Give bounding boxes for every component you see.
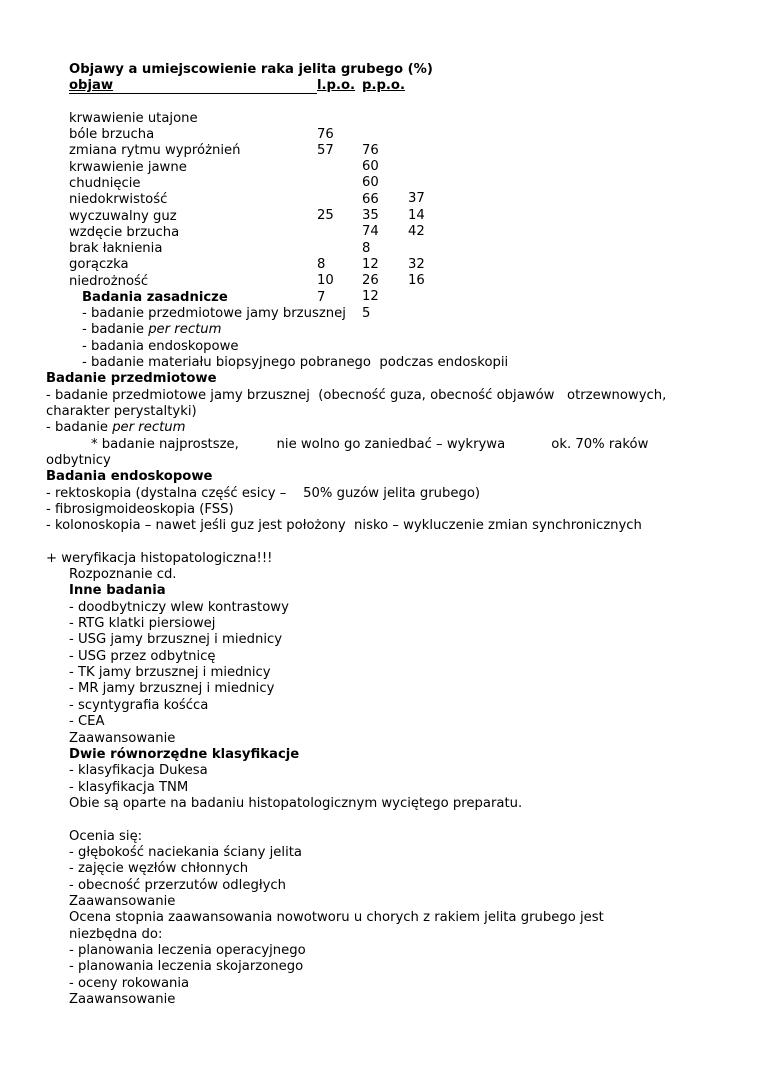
heading-badanie-przedmiotowe: Badanie przedmiotowe: [46, 371, 217, 386]
cell-symptom: brak łaknienia: [69, 241, 163, 256]
paragraph-line: * badanie najprostsze, nie wolno go zaniedbać – wykrywa ok. 70% raków: [91, 437, 649, 452]
header-underline: [69, 93, 317, 94]
column-header-ppo: p.p.o.: [362, 78, 405, 93]
subheading-zaawansowanie: Zaawansowanie: [69, 731, 176, 746]
column-header-lpo: l.p.o.: [317, 78, 356, 93]
cell-ppo: 26: [362, 273, 379, 288]
cell-lpo: 76: [317, 127, 334, 142]
list-item: - doodbytniczy wlew kontrastowy: [69, 600, 289, 615]
paragraph-line: Ocena stopnia zaawansowania nowotworu u chorych z rakiem jelita grubego jest: [69, 910, 604, 925]
paragraph-line: [46, 420, 185, 436]
list-item: - scyntygrafia kośćca: [69, 698, 209, 713]
cell-symptom: niedrożność: [69, 274, 149, 289]
cell-ppo: 76: [362, 143, 379, 158]
cell-ppo: 35: [362, 208, 379, 223]
cell-ppo: 60: [362, 175, 379, 190]
cell-extra: 37: [408, 191, 425, 206]
rozpoznanie-line: Rozpoznanie cd.: [69, 567, 177, 582]
paragraph-text: - badanie: [46, 420, 113, 435]
cell-lpo: 25: [317, 208, 334, 223]
paragraph-line: - badanie przedmiotowe jamy brzusznej (obecność guza, obecność objawów otrzewnowych,: [46, 388, 667, 403]
cell-lpo: 10: [317, 273, 334, 288]
list-item: - RTG klatki piersiowej: [69, 616, 216, 631]
table-title: Objawy a umiejscowienie raka jelita grubego (%): [69, 62, 433, 77]
cell-ppo: 12: [362, 257, 379, 272]
list-item: [82, 322, 221, 338]
list-item: - badanie materiału biopsyjnego pobranego podczas endoskopii: [82, 355, 509, 370]
list-item: - kolonoskopia – nawet jeśli guz jest położony nisko – wykluczenie zmian synchronicznych: [46, 518, 642, 533]
cell-symptom: krwawienie jawne: [69, 160, 187, 175]
list-item: - badanie przedmiotowe jamy brzusznej: [82, 306, 346, 321]
cell-symptom: niedokrwistość: [69, 192, 168, 207]
subheading-ocenia-sie: Ocenia się:: [69, 829, 143, 844]
weryfikacja-line: + weryfikacja histopatologiczna!!!: [46, 551, 273, 566]
heading-inne-badania: Inne badania: [69, 583, 166, 598]
heading-klasyfikacje: Dwie równorzędne klasyfikacje: [69, 747, 300, 762]
heading-badania-zasadnicze: Badania zasadnicze: [82, 290, 228, 305]
paragraph-line: odbytnicy: [46, 453, 111, 468]
cell-symptom: krwawienie utajone: [69, 111, 198, 126]
list-item: - klasyfikacja TNM: [69, 780, 189, 795]
cell-ppo: 74: [362, 224, 379, 239]
cell-symptom: gorączka: [69, 257, 129, 272]
list-item: - TK jamy brzusznej i miednicy: [69, 665, 271, 680]
paragraph-italic: per rectum: [112, 420, 186, 435]
cell-ppo: 66: [362, 192, 379, 207]
subheading-zaawansowanie: Zaawansowanie: [69, 894, 176, 909]
cell-symptom: zmiana rytmu wypróżnień: [69, 143, 241, 158]
list-item: - USG przez odbytnicę: [69, 649, 216, 664]
list-item: - USG jamy brzusznej i miednicy: [69, 632, 283, 647]
cell-extra: 16: [408, 273, 425, 288]
list-item: - planowania leczenia operacyjnego: [69, 943, 306, 958]
cell-ppo: 8: [362, 241, 371, 256]
paragraph-line: charakter perystaltyki): [46, 404, 197, 419]
cell-extra: 42: [408, 224, 425, 239]
column-header-objaw: objaw: [69, 78, 114, 93]
heading-badania-endoskopowe: Badania endoskopowe: [46, 469, 213, 484]
paragraph-line: niezbędna do:: [69, 927, 163, 942]
list-item: - klasyfikacja Dukesa: [69, 763, 208, 778]
cell-ppo: 60: [362, 159, 379, 174]
cell-lpo: 57: [317, 143, 334, 158]
cell-ppo: 12: [362, 289, 379, 304]
paragraph-line: Obie są oparte na badaniu histopatologicznym wyciętego preparatu.: [69, 796, 523, 811]
cell-symptom: bóle brzucha: [69, 127, 155, 142]
cell-symptom: wzdęcie brzucha: [69, 225, 180, 240]
list-item: - CEA: [69, 714, 105, 729]
list-item: - rektoskopia (dystalna część esicy – 50% guzów jelita grubego): [46, 486, 481, 501]
cell-extra: 14: [408, 208, 425, 223]
list-item: - zajęcie węzłów chłonnych: [69, 861, 249, 876]
cell-symptom: wyczuwalny guz: [69, 209, 177, 224]
list-item: - fibrosigmoideoskopia (FSS): [46, 502, 234, 517]
list-item-text: - badanie: [82, 322, 149, 337]
list-item: - głębokość naciekania ściany jelita: [69, 845, 302, 860]
list-item-italic: per rectum: [148, 322, 222, 337]
list-item: - planowania leczenia skojarzonego: [69, 959, 304, 974]
list-item: - MR jamy brzusznej i miednicy: [69, 681, 275, 696]
cell-symptom: chudnięcie: [69, 176, 141, 191]
cell-extra: 32: [408, 257, 425, 272]
cell-lpo: 8: [317, 257, 326, 272]
cell-lpo: 7: [317, 290, 326, 305]
list-item: - oceny rokowania: [69, 976, 190, 991]
subheading-zaawansowanie: Zaawansowanie: [69, 992, 176, 1007]
cell-ppo: 5: [362, 306, 371, 321]
list-item: - badania endoskopowe: [82, 339, 239, 354]
list-item: - obecność przerzutów odległych: [69, 878, 286, 893]
